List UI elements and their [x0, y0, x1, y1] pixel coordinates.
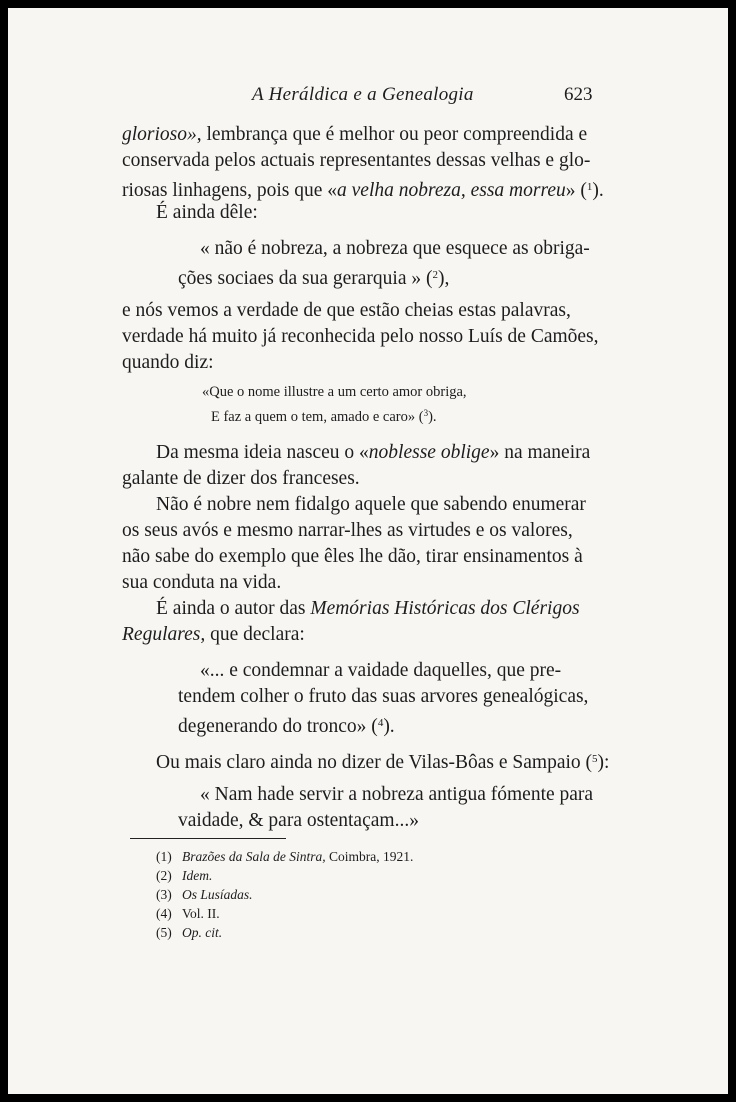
p5-line-4: sua conduta na vida. — [122, 572, 282, 593]
italic-text: glorioso» — [122, 124, 197, 145]
p1-line-3: riosas linhagens, pois que «a velha nobreza, essa morreu» ($^1$). — [122, 180, 604, 201]
p4-line-2: galante de dizer dos franceses. — [122, 468, 360, 489]
footnote-5: (5) Op. cit. — [156, 925, 223, 940]
p1-line-2: conservada pelos actuais representantes dessas velhas e glo- — [122, 150, 591, 171]
p3-line-1: e nós vemos a verdade de que estão cheias estas palavras, — [122, 300, 571, 321]
p3-line-2: verdade há muito já reconhecida pelo nosso Luís de Camões, — [122, 326, 599, 347]
quote2-line-1: «... e condemnar a vaidade daquelles, que pre- — [200, 660, 562, 681]
footnote-divider — [130, 838, 286, 839]
quote2-line-3: degenerando do tronco» ($^4$). — [178, 716, 395, 737]
footnote-3: (3) Os Lusíadas. — [156, 887, 253, 902]
p7-line-1: Ou mais claro ainda no dizer de Vilas-Bôas e Sampaio ($^5$): — [156, 752, 610, 773]
book-page — [8, 8, 728, 1094]
quote1-line-2: ções sociaes da sua gerarquia » ($^2$), — [178, 268, 450, 289]
page-number: 623 — [564, 84, 593, 105]
footnote-4: (4) Vol. II. — [156, 906, 220, 921]
p5-line-3: não sabe do exemplo que êles lhe dão, tirar ensinamentos à — [122, 546, 583, 567]
p3-line-3: quando diz: — [122, 352, 214, 373]
p6-line-2: Regulares, que declara: — [122, 624, 305, 645]
running-title: A Heráldica e a Genealogia — [252, 84, 474, 105]
p4-line-1: Da mesma ideia nasceu o «noblesse oblige» na maneira — [156, 442, 591, 463]
p5-line-1: Não é nobre nem fidalgo aquele que sabendo enumerar — [156, 494, 586, 515]
p1-line-1: glorioso», lembrança que é melhor ou peor compreendida e — [122, 124, 588, 145]
verse-line-2: E faz a quem o tem, amado e caro» ($^3$). — [211, 408, 437, 425]
quote3-line-2: vaidade, & para ostentaçam...» — [178, 810, 419, 831]
verse-line-1: «Que o nome illustre a um certo amor obriga, — [202, 384, 467, 400]
footnote-2: (2) Idem. — [156, 868, 213, 883]
footnote-1: (1) Brazões da Sala de Sintra, Coimbra, 1921. — [156, 849, 414, 864]
p5-line-2: os seus avós e mesmo narrar-lhes as virtudes e os valores, — [122, 520, 573, 541]
quote1-line-1: « não é nobreza, a nobreza que esquece as obriga- — [200, 238, 590, 259]
quote3-line-1: « Nam hade servir a nobreza antigua fómente para — [200, 784, 594, 805]
p2-line: É ainda dêle: — [156, 202, 258, 223]
page-header — [8, 84, 728, 114]
p6-line-1: É ainda o autor das Memórias Históricas dos Clérigos — [156, 598, 580, 619]
quote2-line-2: tendem colher o fruto das suas arvores genealógicas, — [178, 686, 589, 707]
